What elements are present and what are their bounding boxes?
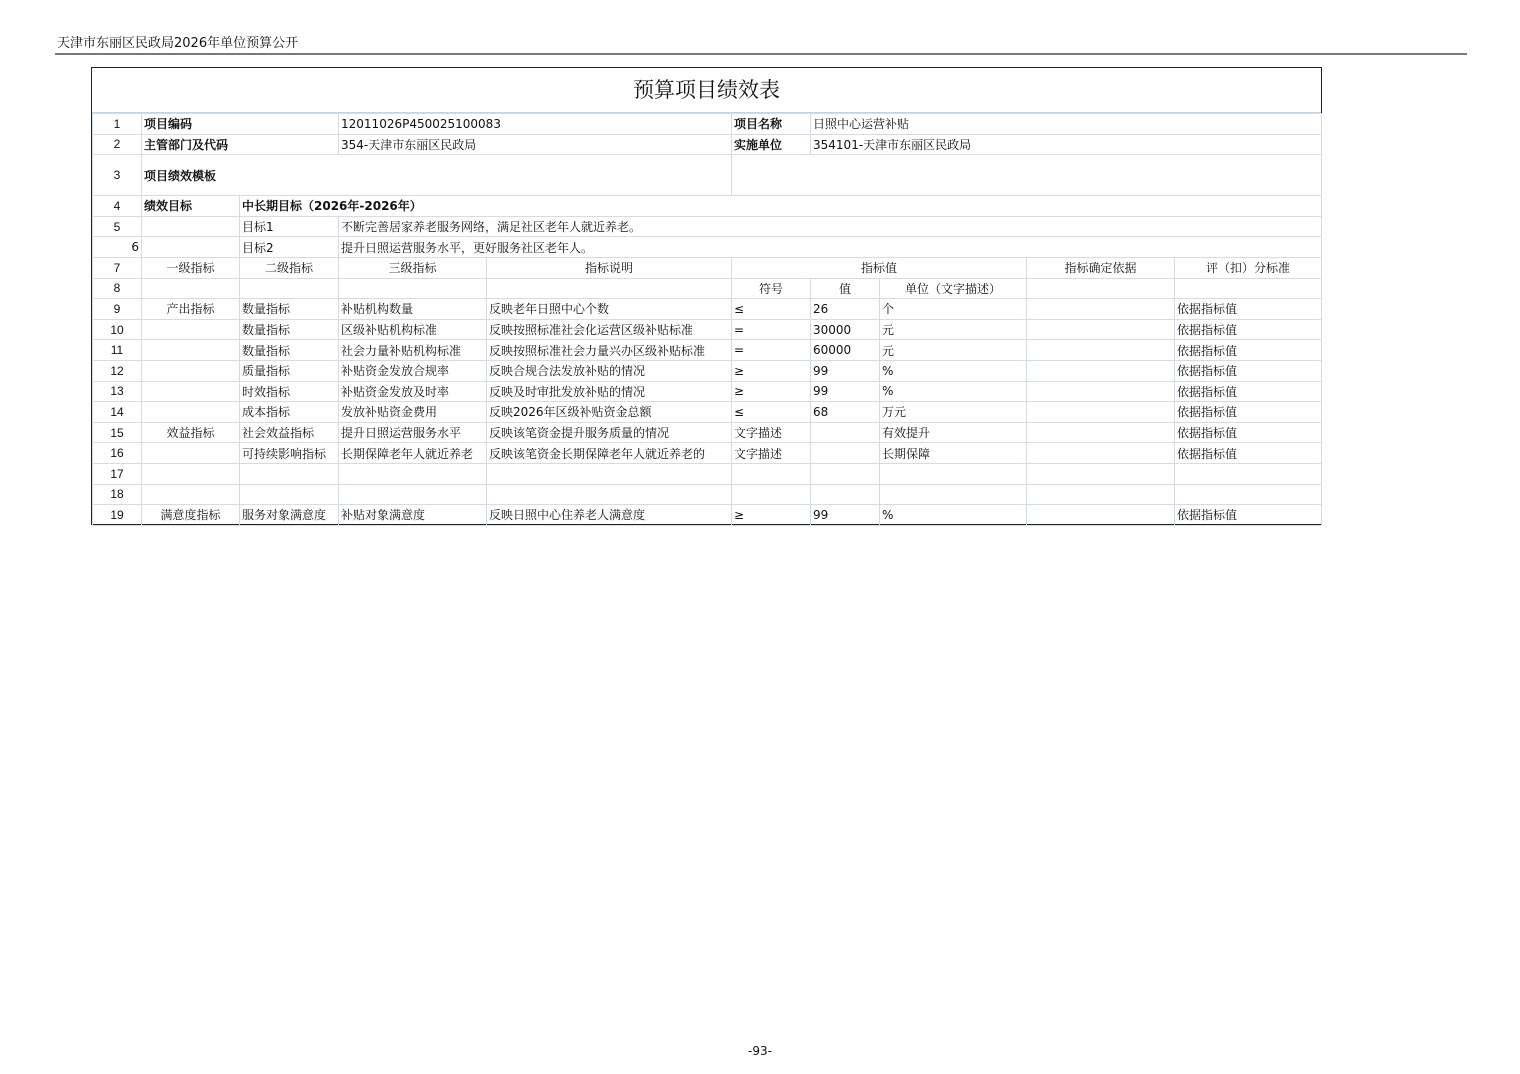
performance-table: [92, 113, 1322, 526]
row-number: 12: [93, 360, 142, 381]
indicator-level2: 可持续影响指标: [240, 443, 339, 464]
row-number: 10: [93, 319, 142, 340]
header-value: 指标值: [732, 257, 1027, 278]
indicator-symbol: ≥: [732, 360, 811, 381]
table-row: [93, 319, 1322, 340]
indicator-unit: [880, 484, 1027, 505]
row-number: 8: [93, 278, 142, 299]
indicator-unit: 个: [880, 299, 1027, 320]
row-number: 11: [93, 340, 142, 361]
indicator-symbol: 文字描述: [732, 443, 811, 464]
implementing-unit-value: 354101-天津市东丽区民政局: [811, 134, 1322, 155]
table-row: [93, 299, 1322, 320]
row-number: 15: [93, 422, 142, 443]
table-row: [93, 484, 1322, 505]
implementing-unit-label: 实施单位: [732, 134, 811, 155]
indicator-description: 反映合规合法发放补贴的情况: [487, 360, 732, 381]
header-spacer: [142, 278, 240, 299]
goals-label-spacer: [142, 216, 240, 237]
indicator-description: 反映2026年区级补贴资金总额: [487, 402, 732, 423]
indicator-level3: 补贴对象满意度: [339, 505, 487, 526]
indicator-value: 26: [811, 299, 880, 320]
indicator-description: 反映该笔资金长期保障老年人就近养老的: [487, 443, 732, 464]
indicator-symbol: ≤: [732, 299, 811, 320]
indicator-basis: [1027, 340, 1175, 361]
row-number: 1: [93, 114, 142, 135]
table-row: [93, 196, 1322, 217]
header-spacer: [339, 278, 487, 299]
performance-table-frame: [91, 67, 1322, 525]
header-spacer: [1027, 278, 1175, 299]
indicator-level2: 社会效益指标: [240, 422, 339, 443]
goal-2-name: 目标2: [240, 237, 339, 258]
indicator-unit: 元: [880, 319, 1027, 340]
indicator-level1: [142, 402, 240, 423]
header-level3: 三级指标: [339, 257, 487, 278]
header-score: 评（扣）分标准: [1175, 257, 1322, 278]
indicator-level3: 补贴资金发放合规率: [339, 360, 487, 381]
indicator-level1: 满意度指标: [142, 505, 240, 526]
indicator-score: 依据指标值: [1175, 505, 1322, 526]
indicator-unit: %: [880, 505, 1027, 526]
header-unit: 单位（文字描述）: [880, 278, 1027, 299]
indicator-basis: [1027, 299, 1175, 320]
template-label: 项目绩效模板: [142, 155, 732, 196]
indicator-basis: [1027, 505, 1175, 526]
indicator-basis: [1027, 319, 1175, 340]
indicator-description: [487, 463, 732, 484]
indicator-basis: [1027, 484, 1175, 505]
goal-2-text: 提升日照运营服务水平，更好服务社区老年人。: [339, 237, 1322, 258]
indicator-value: [811, 443, 880, 464]
indicator-rows: [93, 299, 1322, 526]
indicator-basis: [1027, 402, 1175, 423]
header-spacer: [487, 278, 732, 299]
indicator-level3: 补贴资金发放及时率: [339, 381, 487, 402]
table-title: 预算项目绩效表: [92, 68, 1321, 113]
template-value: [732, 155, 1322, 196]
indicator-score: 依据指标值: [1175, 360, 1322, 381]
indicator-value: [811, 422, 880, 443]
indicator-value: 99: [811, 505, 880, 526]
table-row: [93, 134, 1322, 155]
indicator-level1: [142, 381, 240, 402]
row-number: 16: [93, 443, 142, 464]
project-code-label: 项目编码: [142, 114, 339, 135]
indicator-level2: 质量指标: [240, 360, 339, 381]
indicator-score: 依据指标值: [1175, 340, 1322, 361]
indicator-level3: 提升日照运营服务水平: [339, 422, 487, 443]
indicator-level1: [142, 340, 240, 361]
indicator-level2: 时效指标: [240, 381, 339, 402]
indicator-level3: 发放补贴资金费用: [339, 402, 487, 423]
indicator-unit: 元: [880, 340, 1027, 361]
table-row: [93, 278, 1322, 299]
header-divider: [55, 53, 1467, 55]
row-number: 2: [93, 134, 142, 155]
indicator-score: 依据指标值: [1175, 422, 1322, 443]
row-number: 5: [93, 216, 142, 237]
project-code-value: 12011026P450025100083: [339, 114, 732, 135]
row-number: 17: [93, 463, 142, 484]
indicator-level2: [240, 463, 339, 484]
indicator-description: 反映按照标准社会化运营区级补贴标准: [487, 319, 732, 340]
indicator-value: 30000: [811, 319, 880, 340]
indicator-level3: [339, 463, 487, 484]
indicator-score: [1175, 484, 1322, 505]
indicator-unit: %: [880, 360, 1027, 381]
indicator-symbol: 文字描述: [732, 422, 811, 443]
row-number: 18: [93, 484, 142, 505]
indicator-basis: [1027, 360, 1175, 381]
row-number: 19: [93, 505, 142, 526]
indicator-basis: [1027, 422, 1175, 443]
indicator-unit: 长期保障: [880, 443, 1027, 464]
row-number: 9: [93, 299, 142, 320]
indicator-score: 依据指标值: [1175, 319, 1322, 340]
indicator-unit: %: [880, 381, 1027, 402]
department-value: 354-天津市东丽区民政局: [339, 134, 732, 155]
indicator-unit: 有效提升: [880, 422, 1027, 443]
header-description: 指标说明: [487, 257, 732, 278]
indicator-value: 99: [811, 360, 880, 381]
table-row: [93, 381, 1322, 402]
indicator-level1: [142, 484, 240, 505]
header-val: 值: [811, 278, 880, 299]
indicator-symbol: =: [732, 319, 811, 340]
page-number: -93-: [748, 1044, 772, 1058]
indicator-symbol: [732, 484, 811, 505]
indicator-level3: 区级补贴机构标准: [339, 319, 487, 340]
row-number: 6: [93, 237, 142, 258]
indicator-score: 依据指标值: [1175, 443, 1322, 464]
project-name-label: 项目名称: [732, 114, 811, 135]
header-spacer: [240, 278, 339, 299]
row-number: 13: [93, 381, 142, 402]
page-header: 天津市东丽区民政局2026年单位预算公开: [57, 36, 299, 51]
indicator-value: [811, 484, 880, 505]
row-number: 3: [93, 155, 142, 196]
department-label: 主管部门及代码: [142, 134, 339, 155]
indicator-value: 99: [811, 381, 880, 402]
table-row: [93, 216, 1322, 237]
indicator-level2: 数量指标: [240, 319, 339, 340]
indicator-unit: 万元: [880, 402, 1027, 423]
header-level2: 二级指标: [240, 257, 339, 278]
indicator-level1: [142, 463, 240, 484]
indicator-description: 反映老年日照中心个数: [487, 299, 732, 320]
indicator-score: 依据指标值: [1175, 402, 1322, 423]
indicator-level1: 产出指标: [142, 299, 240, 320]
header-spacer: [1175, 278, 1322, 299]
indicator-symbol: =: [732, 340, 811, 361]
indicator-description: 反映按照标准社会力量兴办区级补贴标准: [487, 340, 732, 361]
indicator-level2: 服务对象满意度: [240, 505, 339, 526]
table-row: [93, 443, 1322, 464]
goal-1-text: 不断完善居家养老服务网络，满足社区老年人就近养老。: [339, 216, 1322, 237]
row-number: 7: [93, 257, 142, 278]
indicator-basis: [1027, 381, 1175, 402]
indicator-symbol: ≥: [732, 505, 811, 526]
table-row: [93, 155, 1322, 196]
indicator-symbol: [732, 463, 811, 484]
indicator-score: [1175, 463, 1322, 484]
indicator-level3: 社会力量补贴机构标准: [339, 340, 487, 361]
table-row: [93, 340, 1322, 361]
indicator-score: 依据指标值: [1175, 299, 1322, 320]
indicator-description: 反映及时审批发放补贴的情况: [487, 381, 732, 402]
indicator-description: 反映该笔资金提升服务质量的情况: [487, 422, 732, 443]
indicator-level2: 数量指标: [240, 340, 339, 361]
row-number: 14: [93, 402, 142, 423]
goals-label: 绩效目标: [142, 196, 240, 217]
indicator-level2: 数量指标: [240, 299, 339, 320]
goals-label-spacer: [142, 237, 240, 258]
goal-1-name: 目标1: [240, 216, 339, 237]
indicator-level1: [142, 360, 240, 381]
indicator-level3: [339, 484, 487, 505]
table-row: [93, 114, 1322, 135]
header-symbol: 符号: [732, 278, 811, 299]
indicator-level3: 长期保障老年人就近养老: [339, 443, 487, 464]
table-row: [93, 257, 1322, 278]
indicator-unit: [880, 463, 1027, 484]
table-row: [93, 505, 1322, 526]
table-row: [93, 463, 1322, 484]
indicator-symbol: ≤: [732, 402, 811, 423]
indicator-level2: [240, 484, 339, 505]
indicator-score: 依据指标值: [1175, 381, 1322, 402]
indicator-level1: 效益指标: [142, 422, 240, 443]
indicator-basis: [1027, 443, 1175, 464]
indicator-basis: [1027, 463, 1175, 484]
indicator-value: 68: [811, 402, 880, 423]
table-row: [93, 237, 1322, 258]
indicator-level1: [142, 319, 240, 340]
indicator-description: 反映日照中心住养老人满意度: [487, 505, 732, 526]
indicator-symbol: ≥: [732, 381, 811, 402]
table-row: [93, 402, 1322, 423]
project-name-value: 日照中心运营补贴: [811, 114, 1322, 135]
indicator-description: [487, 484, 732, 505]
indicator-level3: 补贴机构数量: [339, 299, 487, 320]
table-row: [93, 360, 1322, 381]
goals-period: 中长期目标（2026年-2026年）: [240, 196, 1322, 217]
header-basis: 指标确定依据: [1027, 257, 1175, 278]
row-number: 4: [93, 196, 142, 217]
indicator-level2: 成本指标: [240, 402, 339, 423]
indicator-value: [811, 463, 880, 484]
indicator-level1: [142, 443, 240, 464]
table-row: [93, 422, 1322, 443]
indicator-value: 60000: [811, 340, 880, 361]
header-level1: 一级指标: [142, 257, 240, 278]
